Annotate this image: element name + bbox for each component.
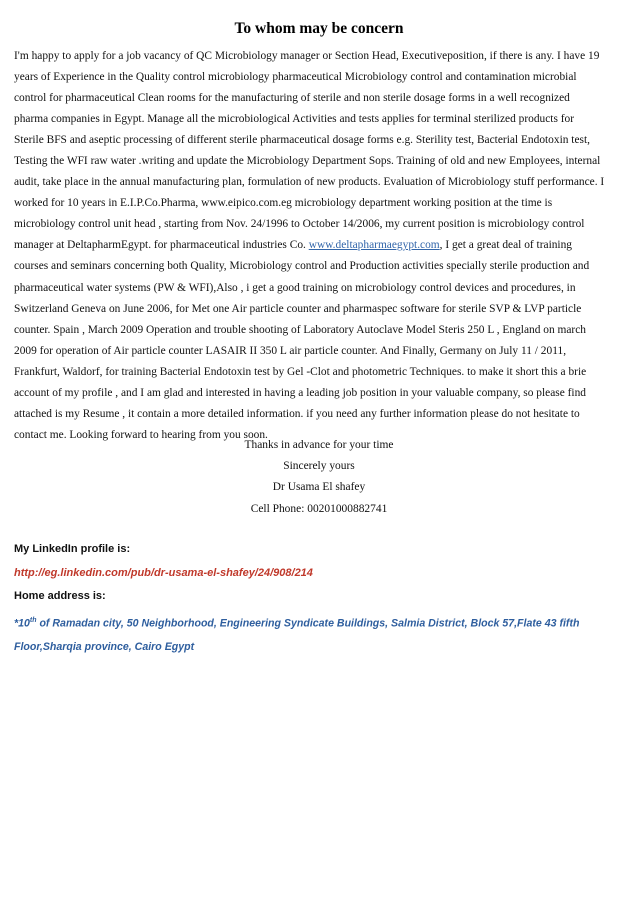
body-line: pharmaceutical water systems (PW & WFI),Also , i get a good training on microbiology control devices and procedures, in bbox=[14, 281, 576, 294]
linkedin-label: My LinkedIn profile is: bbox=[14, 543, 131, 555]
signoff-phone: Cell Phone: 00201000882741 bbox=[250, 502, 388, 515]
body-line: Testing the WFI raw water .writing and update the Microbiology Department Sops. Training of old and new Employees, internal bbox=[14, 155, 601, 168]
letter-title: To whom may be concern bbox=[234, 20, 404, 37]
home-address bbox=[14, 609, 634, 660]
body-line-with-link bbox=[14, 235, 626, 256]
body-line: pharma companies in Egypt. Manage all the microbiological Activities and tests applies for terminal sterilized products for bbox=[14, 113, 575, 126]
body-line: Switzerland Geneva on June 2006, for Met one Air particle counter and pharmaspec software for sterile SVP & LVP particle bbox=[14, 302, 582, 315]
body-line: I'm happy to apply for a job vacancy of QC Microbiology manager or Section Head, Executiveposition, if there is any. I have 19 bbox=[14, 50, 600, 62]
body-line: 2009 for operation of Air particle counter LASAIR II 350 L air particle counter. And Finally, Germany on July 11 / 2011, bbox=[14, 344, 567, 357]
body-line: years of Experience in the Quality control microbiology pharmaceutical Microbiology control and contamination microbial bbox=[14, 71, 577, 84]
signoff-block bbox=[0, 435, 638, 520]
body-line: Frankfurt, Waldorf, for training Bacterial Endotoxin test by Gel -Clot and photometric Techniques. to make it short this a brie bbox=[14, 365, 587, 378]
linkedin-url-link[interactable]: http://eg.linkedin.com/pub/dr-usama-el-shafey/24/908/214 bbox=[14, 566, 313, 579]
address-label: Home address is: bbox=[14, 590, 106, 602]
body-line: account of my profile , and I am glad and interested in having a leading job position in your valuable company, so please find bbox=[14, 386, 586, 399]
address-rest: of Ramadan city, 50 Neighborhood, Engineering Syndicate Buildings, Salmia District, Block 57,Flate 43 fifth Floor,Sharqia province, Cairo Egypt bbox=[14, 617, 580, 653]
letter-body bbox=[14, 46, 628, 446]
signoff-name: Dr Usama El shafey bbox=[272, 481, 366, 494]
body-line: contact me. Looking forward to hearing from you soon. bbox=[14, 428, 268, 441]
body-line: courses and seminars concerning both Quality, Microbiology control and Production activities specially sterile production and bbox=[14, 260, 590, 273]
address-prefix: *10 bbox=[14, 617, 30, 630]
signoff-thanks: Thanks in advance for your time bbox=[244, 439, 394, 451]
body-line: microbiology control unit head , starting from Nov. 24/1996 to October 14/2006, my current position is microbiology control bbox=[14, 218, 585, 231]
body-line: control for pharmaceutical Clean rooms for the manufacturing of sterile and non sterile dosage forms in a well recognized bbox=[14, 92, 570, 105]
body-line-part: , I get a great deal of training bbox=[439, 239, 573, 252]
body-line: audit, take place in the annual manufacturing plan, formulation of new products. Evaluation of Microbiology stuff performance. I bbox=[14, 176, 605, 189]
body-line: Sterile BFS and aseptic processing of different sterile pharmaceutical dosage forms e.g. Sterility test, Bacterial Endotoxin test, bbox=[14, 134, 590, 147]
body-line-part: manager at DeltapharmEgypt. for pharmaceutical industries Co. bbox=[14, 239, 309, 252]
body-line: attached is my Resume , it contain a more detailed information. if you need any further information please do not hesitate to bbox=[14, 407, 580, 420]
body-line: counter. Spain , March 2009 Operation and trouble shooting of Laboratory Autoclave Model Steris 250 L , England on march bbox=[14, 323, 587, 336]
company-website-link[interactable]: www.deltapharmaegypt.com bbox=[308, 239, 440, 252]
body-line: worked for 10 years in E.I.P.Co.Pharma, www.eipico.com.eg microbiology department working position at the time is bbox=[14, 197, 553, 210]
address-superscript: th bbox=[29, 616, 37, 624]
contact-footer bbox=[14, 538, 634, 659]
signoff-sincerely: Sincerely yours bbox=[283, 460, 355, 473]
